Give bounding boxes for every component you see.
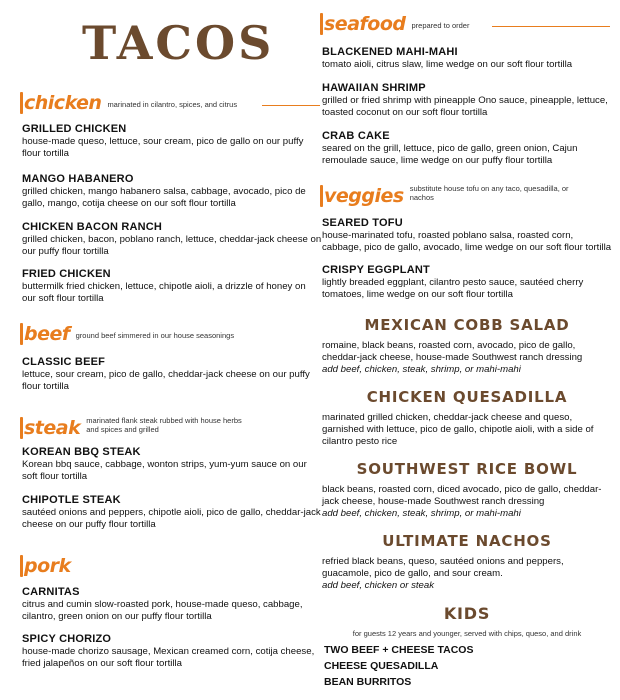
item-add: add beef, chicken, steak, shrimp, or mahi-mahi <box>322 364 521 375</box>
section-name: veggies <box>324 185 404 207</box>
item-name: MANGO HABANERO <box>22 173 134 185</box>
section-steak <box>22 414 322 438</box>
section-rule <box>492 26 610 27</box>
menu-item <box>322 130 612 167</box>
menu-item <box>322 46 612 71</box>
menu-item <box>22 586 322 623</box>
kids-note: for guests 12 years and younger, served with chips, queso, and drink <box>352 629 582 638</box>
kids-item: BEAN BURRITOS <box>324 676 412 688</box>
menu-item <box>322 264 612 301</box>
item-name: FRIED CHICKEN <box>22 268 111 280</box>
menu-item <box>22 123 322 160</box>
item-desc: tomato aioli, citrus slaw, lime wedge on our soft flour tortilla <box>322 59 573 70</box>
item-name: CARNITAS <box>22 586 80 598</box>
item-desc: grilled chicken, mango habanero salsa, cabbage, avocado, pico de gallo, mango, cotija cheese on our soft flour tortilla <box>22 186 306 209</box>
item-name: SPICY CHORIZO <box>22 633 112 645</box>
section-note: prepared to order <box>411 21 470 30</box>
special-title: ULTIMATE NACHOS <box>382 532 552 550</box>
item-desc: buttermilk fried chicken, lettuce, chipotle aioli, a drizzle of honey on our soft flour tortilla <box>22 281 306 304</box>
item-add: add beef, chicken, steak, shrimp, or mahi-mahi <box>322 508 521 519</box>
item-desc: house-made chorizo sausage, Mexican creamed corn, cotija cheese, fried jalapeños on our soft flour tortilla <box>22 646 315 669</box>
item-name: CRAB CAKE <box>322 130 390 142</box>
item-desc: seared on the grill, lettuce, pico de gallo, green onion, Cajun remoulade sauce, lime wedge on our puffy flour tortilla <box>322 143 578 166</box>
item-desc: sautéed onions and peppers, chipotle aioli, pico de gallo, cheddar-jack cheese on our puffy flour tortilla <box>22 507 321 530</box>
section-chicken <box>22 91 322 113</box>
menu-item <box>322 217 612 254</box>
item-desc: black beans, roasted corn, diced avocado, pico de gallo, cheddar-jack cheese, house-made Southwest ranch dressing <box>322 484 602 507</box>
menu-item <box>22 356 322 393</box>
section-seafood <box>322 12 620 34</box>
item-name: CLASSIC BEEF <box>22 356 106 368</box>
item-name: CHIPOTLE STEAK <box>22 494 121 506</box>
special-item <box>322 484 612 520</box>
item-desc: grilled or fried shrimp with pineapple Ono sauce, pineapple, lettuce, toasted coconut on our soft flour tortilla <box>322 95 608 118</box>
item-add: add beef, chicken or steak <box>322 580 434 591</box>
section-note: marinated in cilantro, spices, and citrus <box>107 100 238 109</box>
item-desc: citrus and cumin slow-roasted pork, house-made queso, cabbage, cilantro, green onion on our puffy flour tortilla <box>22 599 303 622</box>
item-desc: romaine, black beans, roasted corn, avocado, pico de gallo, cheddar-jack cheese, house-made Southwest ranch dressing <box>322 340 583 363</box>
kids-item: CHEESE QUESADILLA <box>324 660 439 672</box>
item-desc: grilled chicken, bacon, poblano ranch, lettuce, cheddar-jack cheese on our puffy flour tortilla <box>22 234 322 257</box>
section-veggies <box>322 182 620 206</box>
section-name: chicken <box>24 92 102 114</box>
special-item <box>322 556 612 592</box>
item-name: GRILLED CHICKEN <box>22 123 127 135</box>
item-name: HAWAIIAN SHRIMP <box>322 82 426 94</box>
item-desc: lightly breaded eggplant, cilantro pesto sauce, sautéed cherry tomatoes, lime wedge on our soft flour tortilla <box>322 277 584 300</box>
menu-item <box>22 446 322 483</box>
menu-item <box>22 633 322 670</box>
item-desc: refried black beans, queso, sautéed onions and peppers, guacamole, pico de gallo, and sour cream. <box>322 556 564 579</box>
page-title: TACOS <box>82 16 275 70</box>
menu-item <box>22 221 322 258</box>
section-name: pork <box>24 555 71 577</box>
menu-item <box>22 494 322 531</box>
section-name: steak <box>24 417 81 439</box>
kids-title: KIDS <box>443 604 491 623</box>
item-desc: Korean bbq sauce, cabbage, wonton strips, yum-yum sauce on our soft flour tortilla <box>22 459 307 482</box>
item-desc: marinated grilled chicken, cheddar-jack cheese and queso, garnished with lettuce, pico de gallo, chipotle aioli, with a side of cilantro pesto rice <box>322 412 594 447</box>
section-rule <box>262 105 320 106</box>
special-title: CHICKEN QUESADILLA <box>366 388 568 406</box>
item-desc: house-made queso, lettuce, sour cream, pico de gallo on our puffy flour tortilla <box>22 136 304 159</box>
menu-item <box>22 173 322 210</box>
section-note: marinated flank steak rubbed with house herbs and spices and grilled <box>86 416 242 434</box>
special-title: SOUTHWEST RICE BOWL <box>356 460 578 478</box>
item-name: CRISPY EGGPLANT <box>322 264 430 276</box>
item-name: KOREAN BBQ STEAK <box>22 446 141 458</box>
section-name: seafood <box>324 13 406 35</box>
section-beef <box>22 322 322 344</box>
special-item <box>322 340 612 376</box>
menu-item <box>322 82 612 119</box>
special-item <box>322 412 612 448</box>
section-note: substitute house tofu on any taco, quesadilla, or nachos <box>409 184 569 202</box>
special-title: MEXICAN COBB SALAD <box>364 316 570 334</box>
item-name: SEARED TOFU <box>322 217 403 229</box>
section-note: ground beef simmered in our house seasonings <box>75 331 235 340</box>
menu-item <box>22 268 322 305</box>
item-name: CHICKEN BACON RANCH <box>22 221 163 233</box>
kids-item: TWO BEEF + CHEESE TACOS <box>324 644 474 656</box>
section-name: beef <box>24 323 70 345</box>
section-pork <box>22 554 322 576</box>
item-desc: house-marinated tofu, roasted poblano salsa, roasted corn, cabbage, pico de gallo, avocado, lime wedge on our soft flour tortilla <box>322 230 612 253</box>
item-name: BLACKENED MAHI-MAHI <box>322 46 458 58</box>
item-desc: lettuce, sour cream, pico de gallo, cheddar-jack cheese on our puffy flour tortilla <box>22 369 310 392</box>
